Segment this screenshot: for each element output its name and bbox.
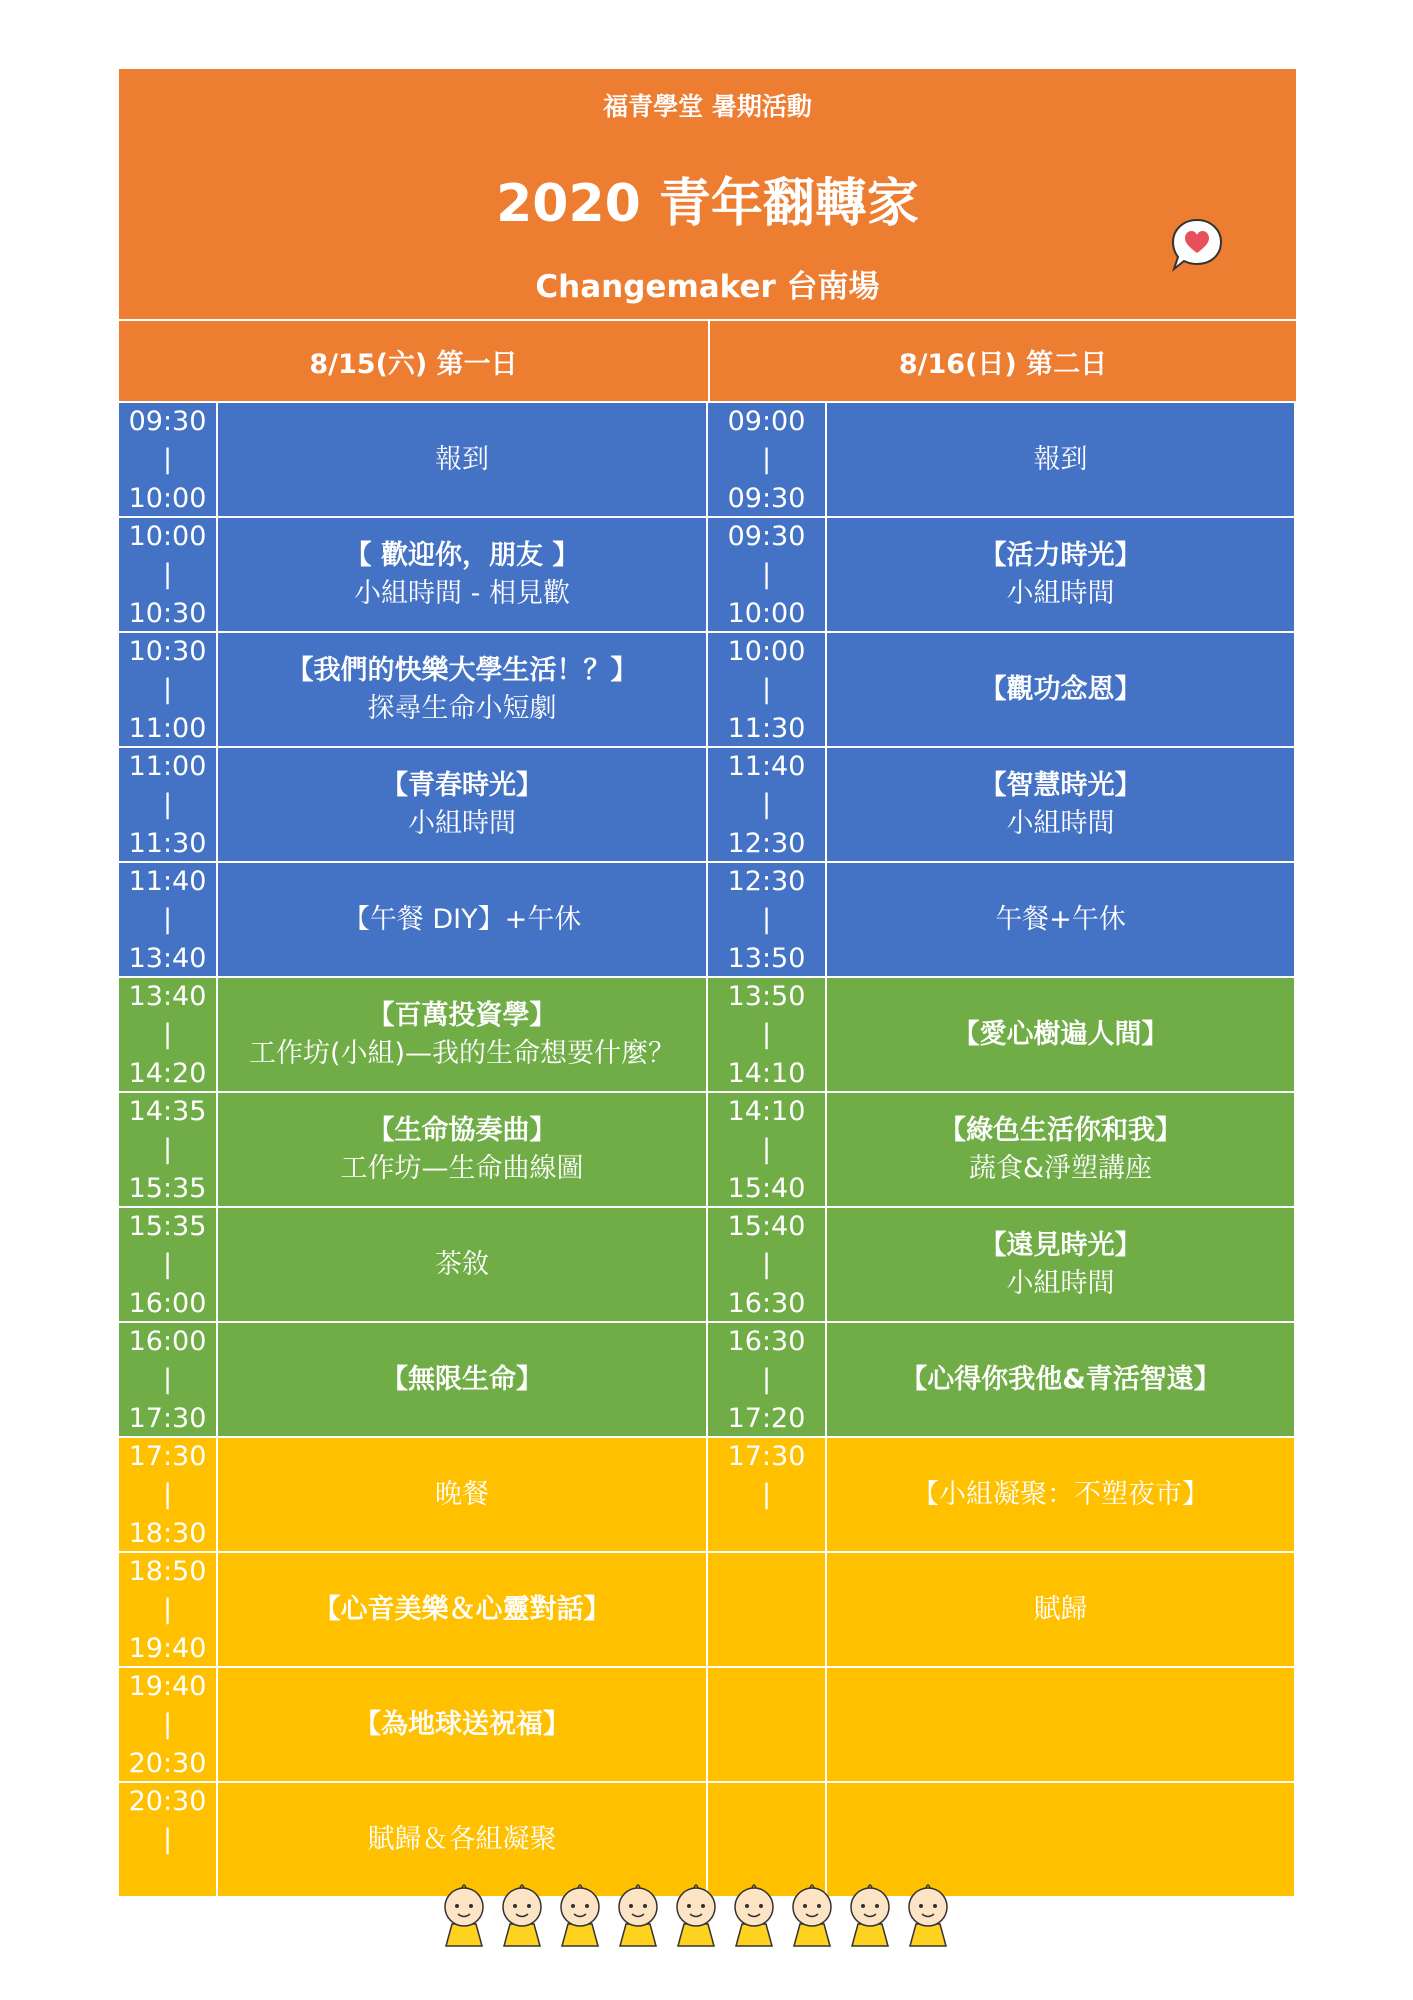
end-time: 17:30 bbox=[128, 1403, 207, 1434]
time-cell bbox=[708, 1323, 827, 1436]
activity-detail: 工作坊—生命曲線圖 bbox=[340, 1152, 584, 1184]
activity-cell bbox=[827, 1668, 1294, 1781]
start-time: 11:00 bbox=[128, 751, 207, 782]
activity-title: 【心音美樂＆心靈對話】 bbox=[313, 1593, 611, 1625]
time-separator: | bbox=[162, 1364, 173, 1395]
mascot-icon bbox=[786, 1880, 838, 1950]
start-time: 13:50 bbox=[727, 981, 806, 1012]
end-time: 15:40 bbox=[727, 1173, 806, 1204]
activity-detail: 工作坊(小組)—我的生命想要什麼？ bbox=[248, 1037, 676, 1069]
end-time: 18:30 bbox=[128, 1518, 207, 1549]
start-time: 12:30 bbox=[727, 866, 806, 897]
activity-title: 【青春時光】 bbox=[381, 769, 543, 801]
table-row bbox=[119, 631, 1296, 746]
table-row bbox=[119, 516, 1296, 631]
activity-cell bbox=[218, 403, 708, 516]
activity-cell bbox=[827, 1093, 1294, 1206]
start-time: 17:30 bbox=[727, 1441, 806, 1472]
mascot-icon bbox=[438, 1880, 490, 1950]
activity-cell bbox=[827, 978, 1294, 1091]
activity-cell bbox=[218, 748, 708, 861]
activity-detail: 晚餐 bbox=[435, 1478, 489, 1510]
activity-title: 【綠色生活你和我】 bbox=[939, 1114, 1182, 1146]
activity-detail: 小組時間 - 相見歡 bbox=[354, 577, 570, 609]
activity-detail: 小組時間 bbox=[1006, 807, 1115, 839]
activity-title: 【遠見時光】 bbox=[979, 1229, 1142, 1261]
end-time: 17:20 bbox=[727, 1403, 806, 1434]
activity-cell bbox=[218, 978, 708, 1091]
time-cell bbox=[708, 1208, 827, 1321]
activity-cell bbox=[218, 633, 708, 746]
end-time: 10:00 bbox=[128, 483, 207, 514]
end-time: 19:40 bbox=[128, 1633, 207, 1664]
activity-detail: 【午餐 DIY】+午休 bbox=[342, 903, 582, 935]
start-time: 19:40 bbox=[128, 1671, 207, 1702]
time-separator: | bbox=[162, 1594, 173, 1625]
activity-title: 【百萬投資學】 bbox=[367, 999, 557, 1031]
start-time: 10:00 bbox=[128, 521, 207, 552]
time-cell bbox=[708, 1438, 827, 1551]
time-cell bbox=[708, 748, 827, 861]
end-time: 16:00 bbox=[128, 1288, 207, 1319]
subtitle: 福青學堂 暑期活動 bbox=[603, 92, 812, 121]
table-row bbox=[119, 401, 1296, 516]
mascot-icon bbox=[496, 1880, 548, 1950]
mascot-icon bbox=[554, 1880, 606, 1950]
time-cell bbox=[119, 1208, 218, 1321]
activity-cell bbox=[218, 1323, 708, 1436]
time-cell bbox=[119, 403, 218, 516]
end-time: 11:30 bbox=[727, 713, 806, 744]
start-time: 10:30 bbox=[128, 636, 207, 667]
time-cell bbox=[708, 978, 827, 1091]
activity-cell bbox=[827, 748, 1294, 861]
time-separator: | bbox=[761, 1249, 772, 1280]
activity-detail: 探尋生命小短劇 bbox=[367, 692, 557, 724]
start-time: 11:40 bbox=[128, 866, 207, 897]
activity-detail: 午餐+午休 bbox=[995, 903, 1126, 935]
time-cell bbox=[708, 1668, 827, 1781]
activity-cell bbox=[218, 1093, 708, 1206]
end-time: 14:20 bbox=[128, 1058, 207, 1089]
page-title: 2020 青年翻轉家 bbox=[496, 174, 919, 234]
end-time: 20:30 bbox=[128, 1748, 207, 1779]
table-row bbox=[119, 861, 1296, 976]
header bbox=[119, 69, 1296, 321]
end-time: 13:50 bbox=[727, 943, 806, 974]
table-row bbox=[119, 1436, 1296, 1551]
activity-detail: 小組時間 bbox=[1006, 1267, 1115, 1299]
end-time: 10:30 bbox=[128, 598, 207, 629]
end-time: 15:35 bbox=[128, 1173, 207, 1204]
day1-heading: 8/15(六) 第一日 bbox=[119, 321, 710, 401]
activity-cell bbox=[218, 1668, 708, 1781]
activity-title: 【為地球送祝福】 bbox=[354, 1708, 570, 1740]
time-cell bbox=[119, 978, 218, 1091]
start-time: 14:35 bbox=[128, 1096, 207, 1127]
table-row bbox=[119, 746, 1296, 861]
time-separator: | bbox=[761, 789, 772, 820]
table-row bbox=[119, 1206, 1296, 1321]
start-time: 11:40 bbox=[727, 751, 806, 782]
time-separator: | bbox=[162, 1824, 173, 1855]
table-row bbox=[119, 1551, 1296, 1666]
activity-cell bbox=[827, 1438, 1294, 1551]
time-cell bbox=[119, 863, 218, 976]
end-time: 12:30 bbox=[727, 828, 806, 859]
start-time: 20:30 bbox=[128, 1786, 207, 1817]
end-time: 11:00 bbox=[128, 713, 207, 744]
time-cell bbox=[119, 1438, 218, 1551]
time-cell bbox=[708, 633, 827, 746]
activity-detail: 茶敘 bbox=[435, 1248, 489, 1280]
end-time: 09:30 bbox=[727, 483, 806, 514]
time-cell bbox=[119, 518, 218, 631]
activity-cell bbox=[827, 403, 1294, 516]
schedule-sheet bbox=[119, 69, 1296, 1896]
heart-bubble-icon bbox=[1171, 217, 1223, 273]
activity-detail: 賦歸＆各組凝聚 bbox=[367, 1823, 557, 1855]
mascot-icon bbox=[902, 1880, 954, 1950]
start-time: 15:35 bbox=[128, 1211, 207, 1242]
table-row bbox=[119, 1091, 1296, 1206]
time-separator: | bbox=[761, 1134, 772, 1165]
time-cell bbox=[119, 1668, 218, 1781]
activity-detail: 【小組凝聚：不塑夜市】 bbox=[912, 1478, 1209, 1510]
time-separator: | bbox=[162, 1479, 173, 1510]
start-time: 15:40 bbox=[727, 1211, 806, 1242]
time-cell bbox=[708, 518, 827, 631]
mascot-icon bbox=[670, 1880, 722, 1950]
table-row bbox=[119, 1321, 1296, 1436]
time-cell bbox=[119, 1783, 218, 1896]
time-separator: | bbox=[162, 1019, 173, 1050]
activity-cell bbox=[218, 1553, 708, 1666]
table-row bbox=[119, 1666, 1296, 1781]
activity-title: 【 歡迎你，朋友 】 bbox=[344, 539, 580, 571]
time-cell bbox=[708, 1093, 827, 1206]
time-separator: | bbox=[761, 904, 772, 935]
activity-title: 【我們的快樂大學生活！？】 bbox=[286, 654, 638, 686]
time-separator: | bbox=[761, 559, 772, 590]
table-row bbox=[119, 976, 1296, 1091]
activity-title: 【活力時光】 bbox=[979, 539, 1142, 571]
time-separator: | bbox=[761, 1364, 772, 1395]
time-separator: | bbox=[761, 1479, 772, 1510]
start-time: 09:30 bbox=[128, 406, 207, 437]
time-separator: | bbox=[162, 904, 173, 935]
activity-title: 【無限生命】 bbox=[381, 1363, 543, 1395]
day-header-row bbox=[119, 321, 1296, 401]
end-time: 11:30 bbox=[128, 828, 207, 859]
time-separator: | bbox=[761, 674, 772, 705]
start-time: 16:30 bbox=[727, 1326, 806, 1357]
start-time: 09:00 bbox=[727, 406, 806, 437]
time-separator: | bbox=[162, 559, 173, 590]
activity-cell bbox=[827, 633, 1294, 746]
schedule-table bbox=[119, 401, 1296, 1896]
activity-detail: 報到 bbox=[1033, 443, 1088, 475]
end-time: 10:00 bbox=[727, 598, 806, 629]
activity-title: 【生命協奏曲】 bbox=[367, 1114, 557, 1146]
time-cell bbox=[119, 748, 218, 861]
mascot-icon bbox=[728, 1880, 780, 1950]
activity-title: 【觀功念恩】 bbox=[979, 673, 1142, 705]
start-time: 17:30 bbox=[128, 1441, 207, 1472]
time-cell bbox=[708, 403, 827, 516]
venue-label: Changemaker 台南場 bbox=[535, 269, 880, 305]
activity-cell bbox=[827, 863, 1294, 976]
start-time: 14:10 bbox=[727, 1096, 806, 1127]
time-cell bbox=[119, 1553, 218, 1666]
time-cell bbox=[708, 863, 827, 976]
end-time: 14:10 bbox=[727, 1058, 806, 1089]
activity-cell bbox=[218, 1438, 708, 1551]
activity-cell bbox=[827, 518, 1294, 631]
time-cell bbox=[119, 1093, 218, 1206]
time-separator: | bbox=[761, 444, 772, 475]
end-time: 16:30 bbox=[727, 1288, 806, 1319]
end-time: 13:40 bbox=[128, 943, 207, 974]
activity-title: 【愛心樹遍人間】 bbox=[952, 1018, 1169, 1050]
time-cell bbox=[708, 1553, 827, 1666]
day2-heading: 8/16(日) 第二日 bbox=[898, 348, 1108, 380]
time-separator: | bbox=[162, 1709, 173, 1740]
time-cell bbox=[119, 633, 218, 746]
time-separator: | bbox=[162, 789, 173, 820]
activity-title: 【心得你我他&青活智遠】 bbox=[900, 1363, 1221, 1395]
mascot-strip bbox=[438, 1880, 968, 1950]
activity-cell bbox=[218, 863, 708, 976]
activity-cell bbox=[827, 1208, 1294, 1321]
activity-cell bbox=[218, 518, 708, 631]
activity-detail: 報到 bbox=[435, 443, 489, 475]
start-time: 09:30 bbox=[727, 521, 806, 552]
start-time: 10:00 bbox=[727, 636, 806, 667]
table-row bbox=[119, 1781, 1296, 1896]
activity-detail: 小組時間 bbox=[1006, 577, 1115, 609]
activity-cell bbox=[218, 1208, 708, 1321]
mascot-icon bbox=[612, 1880, 664, 1950]
start-time: 13:40 bbox=[128, 981, 207, 1012]
time-separator: | bbox=[761, 1019, 772, 1050]
time-separator: | bbox=[162, 674, 173, 705]
activity-detail: 賦歸 bbox=[1033, 1593, 1088, 1625]
activity-detail: 小組時間 bbox=[408, 807, 516, 839]
start-time: 16:00 bbox=[128, 1326, 207, 1357]
mascot-icon bbox=[844, 1880, 896, 1950]
time-separator: | bbox=[162, 444, 173, 475]
activity-cell bbox=[827, 1553, 1294, 1666]
start-time: 18:50 bbox=[128, 1556, 207, 1587]
activity-detail: 蔬食&淨塑講座 bbox=[968, 1152, 1153, 1184]
time-separator: | bbox=[162, 1249, 173, 1280]
time-cell bbox=[119, 1323, 218, 1436]
activity-title: 【智慧時光】 bbox=[979, 769, 1142, 801]
time-separator: | bbox=[162, 1134, 173, 1165]
activity-cell bbox=[827, 1323, 1294, 1436]
